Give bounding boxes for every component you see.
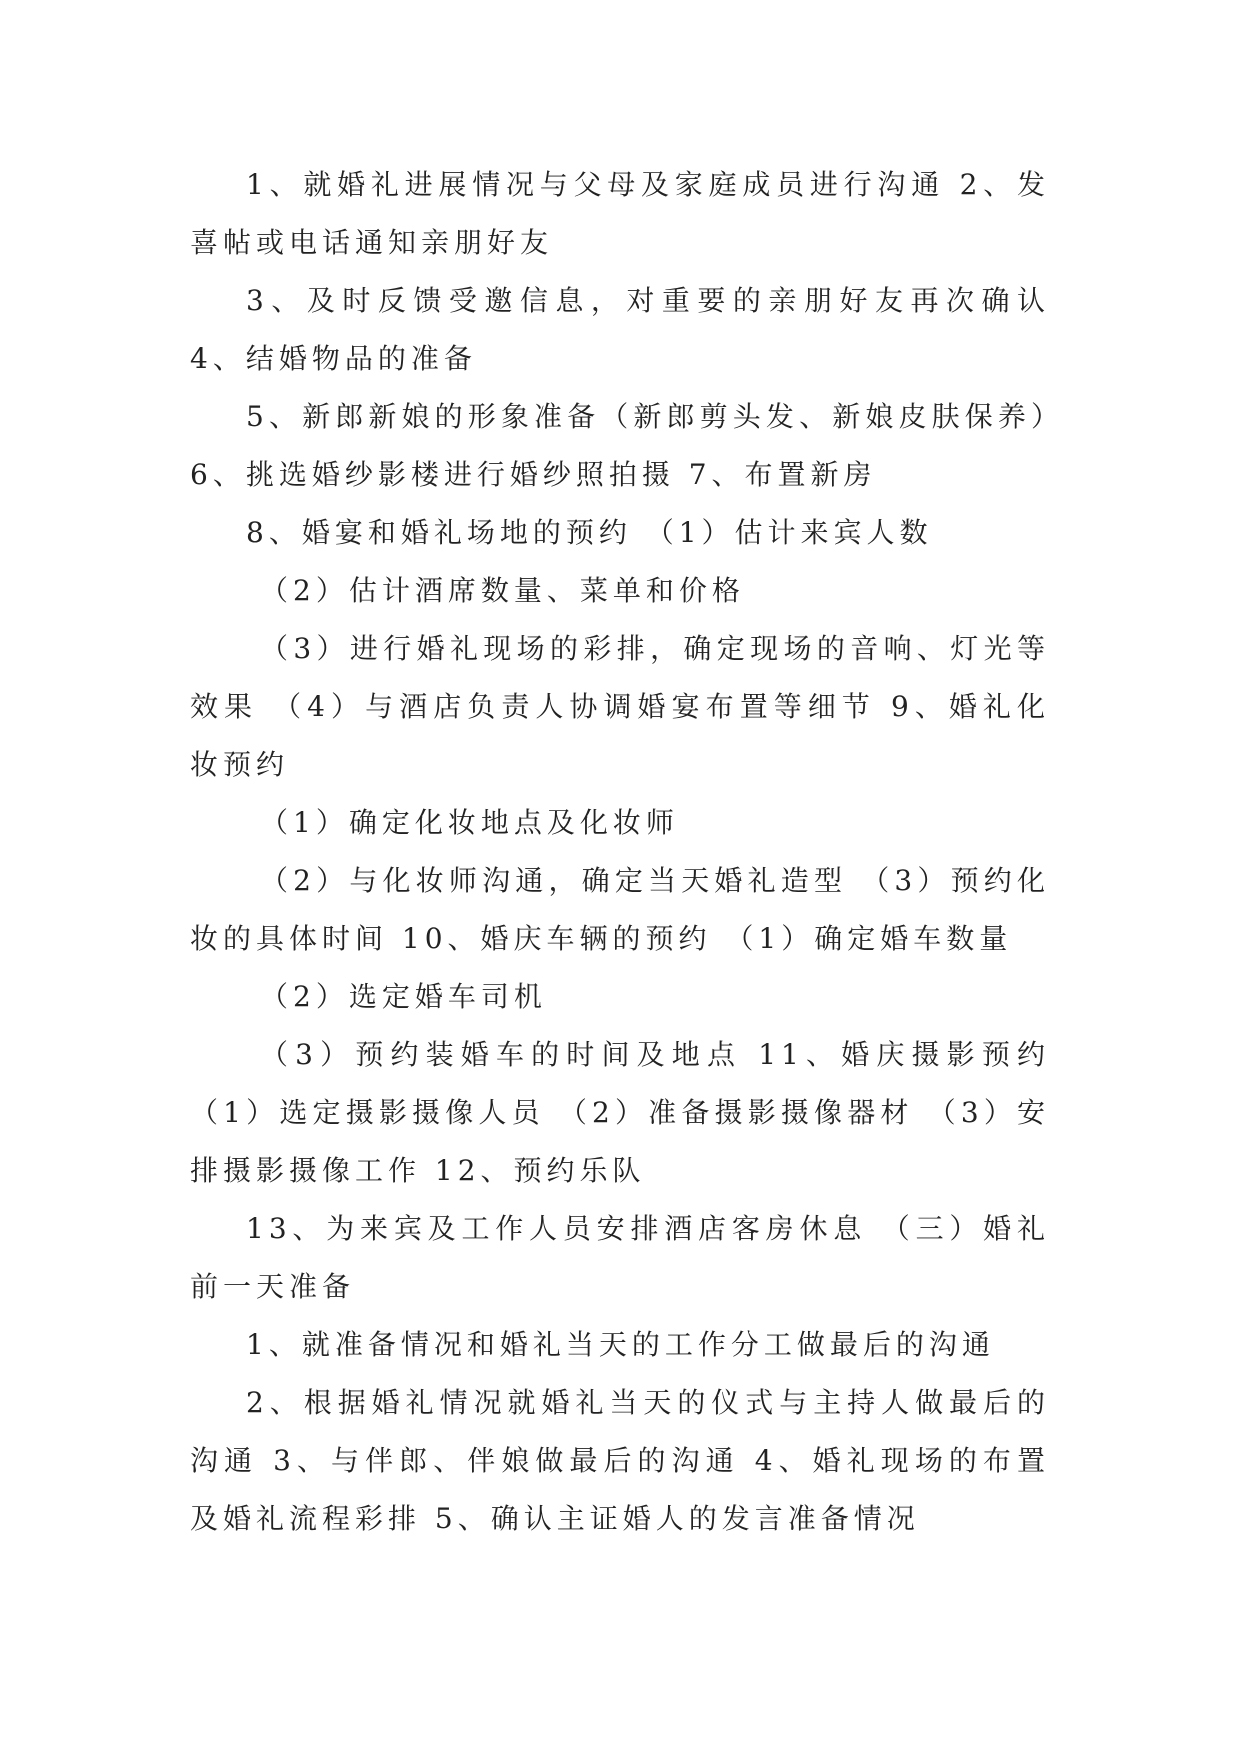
- paragraph-6: （3）进行婚礼现场的彩排，确定现场的音响、灯光等效果 （4）与酒店负责人协调婚宴布置等细节 9、婚礼化妆预约: [190, 632, 1050, 781]
- paragraph-3: 5、新郎新娘的形象准备（新郎剪头发、新娘皮肤保养）6、挑选婚纱影楼进行婚纱照拍摄 7、布置新房: [190, 400, 1050, 491]
- paragraph-9: （2）选定婚车司机: [260, 980, 547, 1013]
- paragraph-8: （2）与化妆师沟通，确定当天婚礼造型 （3）预约化妆的具体时间 10、婚庆车辆的预约 （1）确定婚车数量: [190, 864, 1050, 955]
- paragraph-1: 1、就婚礼进展情况与父母及家庭成员进行沟通 2、发喜帖或电话通知亲朋好友: [190, 168, 1050, 259]
- paragraph-5: （2）估计酒席数量、菜单和价格: [260, 574, 745, 607]
- paragraph-7: （1）确定化妆地点及化妆师: [260, 806, 679, 839]
- paragraph-11: 13、为来宾及工作人员安排酒店客房休息 （三）婚礼前一天准备: [190, 1212, 1050, 1303]
- paragraph-4: 8、婚宴和婚礼场地的预约 （1）估计来宾人数: [246, 516, 933, 549]
- paragraph-2: 3、及时反馈受邀信息，对重要的亲朋好友再次确认 4、结婚物品的准备: [190, 284, 1050, 375]
- paragraph-12: 1、就准备情况和婚礼当天的工作分工做最后的沟通: [246, 1328, 995, 1361]
- paragraph-10: （3）预约装婚车的时间及地点 11、婚庆摄影预约（1）选定摄影摄像人员 （2）准备摄影摄像器材 （3）安排摄影摄像工作 12、预约乐队: [190, 1038, 1050, 1187]
- document-body: [190, 156, 1050, 1548]
- paragraph-13: 2、根据婚礼情况就婚礼当天的仪式与主持人做最后的沟通 3、与伴郎、伴娘做最后的沟通 4、婚礼现场的布置及婚礼流程彩排 5、确认主证婚人的发言准备情况: [190, 1386, 1050, 1535]
